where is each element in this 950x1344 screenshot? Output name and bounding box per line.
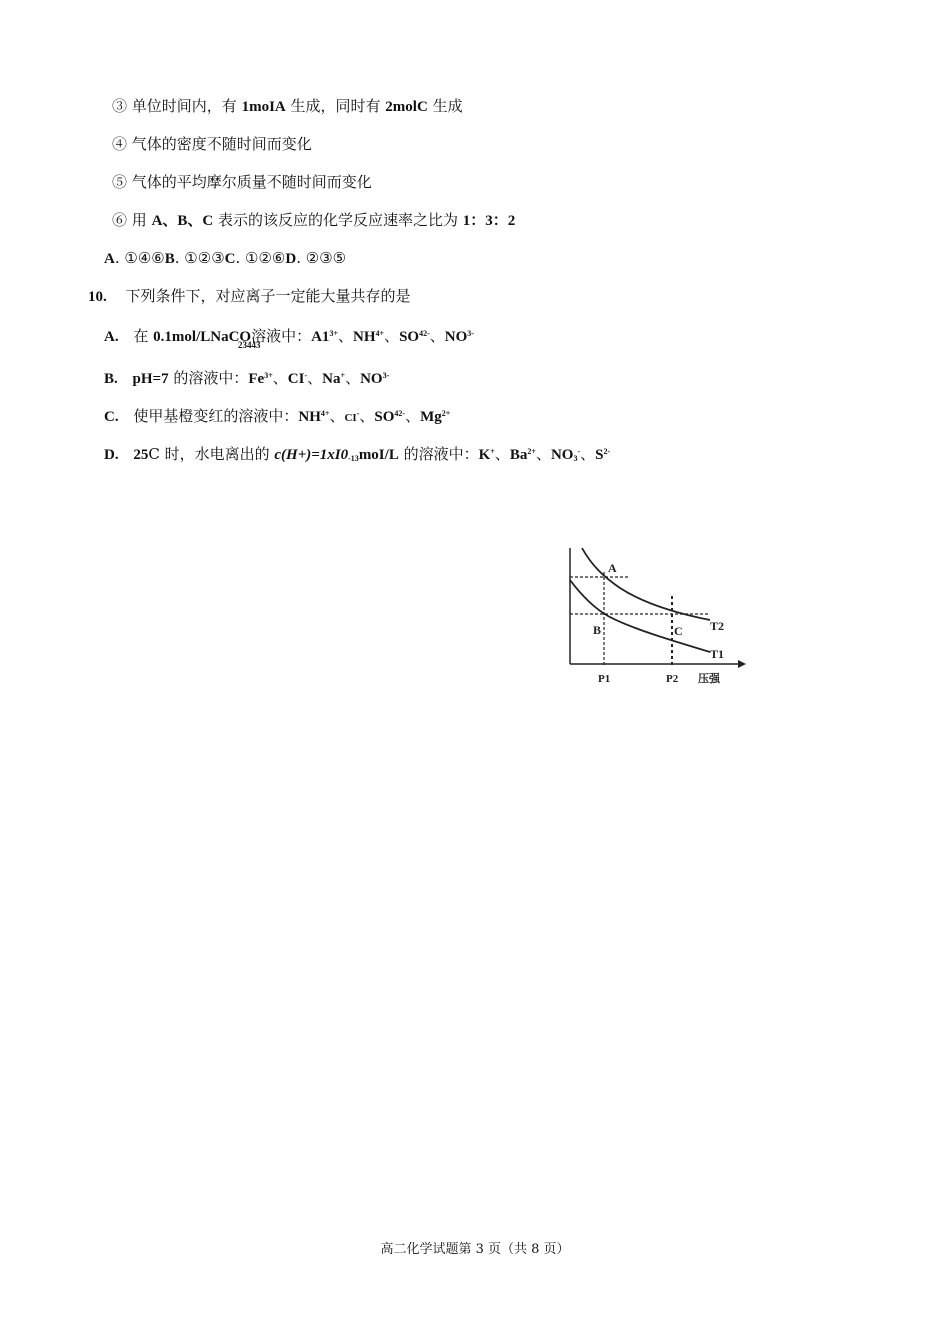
option-letter: C. <box>104 409 119 425</box>
ion-charge: 42- <box>419 329 430 338</box>
condition-6 <box>112 210 515 231</box>
option-letter: D. <box>104 447 119 463</box>
option-text: C 时，水电离出的 <box>148 445 275 463</box>
ion-charge: 3- <box>382 371 390 380</box>
condition-text: 表示的该反应的化学反应速率之比为 <box>213 211 463 229</box>
ion-charge: 2- <box>603 447 611 456</box>
option-text: ②③⑤ <box>305 249 347 267</box>
question-text: 下列条件下，对应离子一定能大量共存的是 <box>125 287 411 305</box>
option-text: 在 <box>133 327 154 345</box>
ion: Mg <box>420 409 442 425</box>
ion-charge: 2+ <box>527 447 536 456</box>
q10-option-d: D. 25C 时，水电离出的 $c(H+)=1xI0_{-13}moI/L$ 的溶液中：K+、$Ba^{2+}$、$NO_3^-$、$S^{2-}$ <box>104 445 611 463</box>
ion-charge: 4+ <box>375 329 385 338</box>
condition-bold: A、B、C <box>151 213 214 229</box>
option-text: 的溶液中： <box>168 369 249 387</box>
subscript-line: 23443 <box>238 340 261 350</box>
option-text: ①④⑥ <box>124 249 165 267</box>
pressure-temperature-graph <box>560 544 750 688</box>
page-footer: 高二化学试题第 3 页（共 8 页） <box>380 1242 570 1257</box>
condition-5 <box>112 172 372 192</box>
ion-charge: - <box>577 447 581 456</box>
ion-charge: 2+ <box>441 409 451 418</box>
option-text: ①②③ <box>184 249 225 267</box>
condition-4 <box>112 134 312 154</box>
condition-bold: 1moIA <box>241 99 286 115</box>
condition-text: 生成 <box>427 97 463 115</box>
exponent: -13 <box>348 454 359 463</box>
curve-label-t1: T1 <box>710 647 725 661</box>
unit: moI/L <box>358 447 399 463</box>
ion-charge: 3- <box>467 329 474 338</box>
ion: SO <box>399 329 420 345</box>
ion-charge: 42- <box>394 409 406 418</box>
q10-option-b: B. pH=7 的溶液中：$Fe^{3+}$、CI-、Na+、$NO^{3-}$ <box>104 369 390 387</box>
question-number: 10. <box>88 289 107 305</box>
ion: K <box>478 447 491 463</box>
option-text: 的溶液中： <box>398 445 479 463</box>
temperature: 25 <box>133 447 149 463</box>
x-axis-arrow <box>738 660 746 668</box>
option-letter: B. <box>104 371 118 387</box>
option-letter: A <box>104 251 115 267</box>
q10-stem <box>88 286 411 307</box>
concentration: 0.1mol/LNaCO <box>153 329 252 345</box>
condition-3 <box>112 96 463 117</box>
condition-bold: 1：3：2 <box>462 213 516 229</box>
point-label-c: C <box>674 624 683 638</box>
condition-text: 气体的密度不随时间而变化 <box>131 135 312 153</box>
ion: A1 <box>311 329 330 345</box>
condition-marker: ④ <box>112 135 128 153</box>
x-tick-p2: P2 <box>666 673 679 685</box>
ion: CI <box>287 371 305 387</box>
ion-charge: 4+ <box>320 409 330 418</box>
condition-text: 气体的平均摩尔质量不随时间而变化 <box>131 173 372 191</box>
ion: Fe <box>248 371 265 387</box>
ion: SO <box>374 409 395 425</box>
option-letter: A. <box>104 329 119 345</box>
option-text: 溶液中： <box>251 327 312 345</box>
ion-charge: 3 <box>573 454 578 463</box>
ion: NH <box>353 329 376 345</box>
option-text: 使甲基橙变红的溶液中： <box>133 407 299 425</box>
concentration: c(H+)=1xI0 <box>274 447 349 463</box>
option-letter: B <box>164 251 175 267</box>
condition-marker: ⑥ <box>112 211 128 229</box>
condition-text: 单位时间内，有 <box>131 97 242 115</box>
ion-charge: 3+ <box>329 329 338 338</box>
condition-bold: 2molC <box>385 99 428 115</box>
condition-marker: ③ <box>112 97 128 115</box>
ion-charge: - <box>304 371 308 380</box>
curve-label-t2: T2 <box>710 619 725 633</box>
point-label-b: B <box>593 623 602 637</box>
q9-options: A. ①④⑥B. ①②③C. ①②⑥D. ②③⑤ <box>104 249 347 267</box>
point-label-a: A <box>608 561 617 575</box>
ion: NH <box>298 409 321 425</box>
ion-charge: + <box>490 447 495 456</box>
ion: Na <box>322 371 341 387</box>
q10-option-c: C. 使甲基橙变红的溶液中：$NH^{4+}$、CI-、$SO^{42-}$、$Mg^{2+}$ <box>104 407 451 425</box>
x-axis-label: 压强 <box>698 672 720 685</box>
ion: NO <box>550 447 574 463</box>
ion-charge: 3+ <box>264 371 273 380</box>
ion: Ba <box>509 447 528 463</box>
ion: NO <box>360 371 383 387</box>
option-letter: D <box>285 251 297 267</box>
condition: pH=7 <box>132 371 169 387</box>
option-text: ①②⑥ <box>245 249 286 267</box>
ion-charge: + <box>340 371 346 380</box>
ion: CI <box>344 412 357 424</box>
ion: S <box>595 447 604 463</box>
condition-text: 生成，同时有 <box>285 97 386 115</box>
condition-text: 用 <box>131 211 152 229</box>
q10-option-a: A. 在 0.1mol/LNaCO溶液中：$A1^{3+}$、$NH^{4+}$、$SO^{42-}$、$NO^{3-}$ <box>104 327 474 345</box>
option-letter: C <box>224 251 236 267</box>
x-tick-p1: P1 <box>598 673 611 685</box>
curve-t2 <box>582 548 710 620</box>
ion-charge: - <box>356 409 360 418</box>
condition-marker: ⑤ <box>112 173 128 191</box>
ion: NO <box>444 329 468 345</box>
